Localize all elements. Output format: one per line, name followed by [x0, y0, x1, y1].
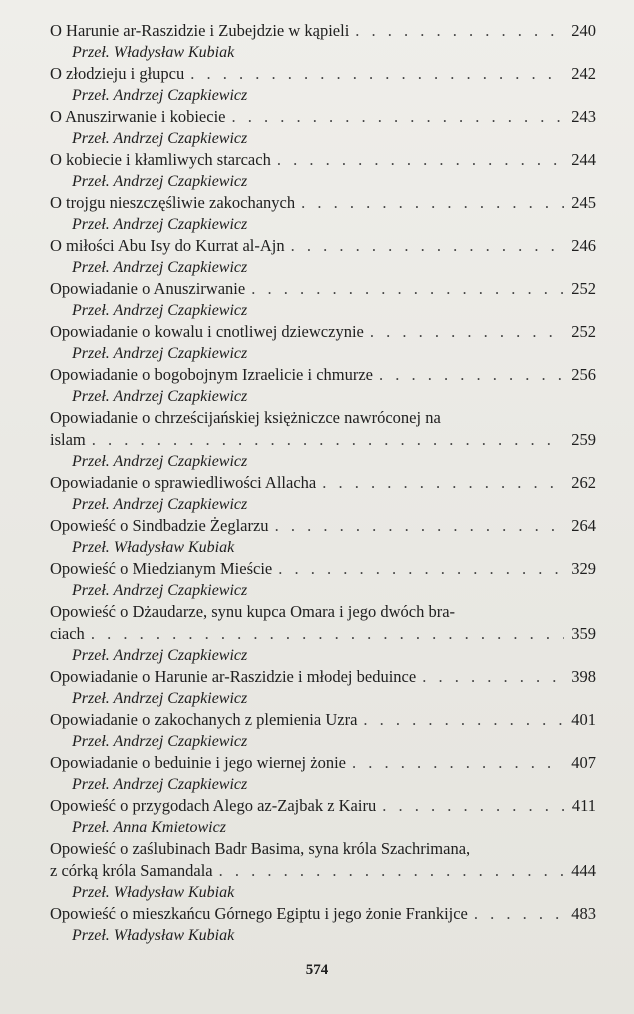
- table-of-contents: [50, 20, 596, 946]
- dot-leader: [251, 278, 564, 300]
- toc-entry: [50, 903, 596, 946]
- entry-page-number: 240: [571, 21, 596, 40]
- entry-translator: Przeł. Andrzej Czapkiewicz: [72, 582, 248, 599]
- entry-translator: Przeł. Andrzej Czapkiewicz: [72, 87, 248, 104]
- toc-entry: [50, 192, 596, 235]
- entry-page-number: 245: [571, 193, 596, 212]
- entry-title: Opowieść o Miedzianym Mieście: [50, 559, 273, 578]
- toc-entry: [50, 407, 596, 472]
- entry-translator: Przeł. Władysław Kubiak: [72, 44, 235, 61]
- dot-leader: [275, 515, 564, 537]
- toc-entry: [50, 278, 596, 321]
- entry-page-number: 329: [571, 559, 596, 578]
- entry-page-number: 252: [571, 322, 596, 341]
- entry-title-line: [50, 752, 596, 774]
- entry-page-number: 243: [571, 107, 596, 126]
- dot-leader: [278, 558, 564, 580]
- dot-leader: [474, 903, 564, 925]
- entry-title: O Anuszirwanie i kobiecie: [50, 107, 226, 126]
- entry-page-number: 252: [571, 279, 596, 298]
- entry-translator: Przeł. Andrzej Czapkiewicz: [72, 776, 248, 793]
- entry-translator: Przeł. Anna Kmietowicz: [72, 819, 226, 836]
- entry-title-line: [50, 666, 596, 688]
- entry-title-line: [50, 407, 596, 429]
- dot-leader: [363, 709, 564, 731]
- dot-leader: [92, 429, 564, 451]
- entry-title-line: [50, 20, 596, 42]
- toc-entry: [50, 838, 596, 903]
- entry-page-number: 244: [571, 150, 596, 169]
- entry-translator: Przeł. Andrzej Czapkiewicz: [72, 690, 248, 707]
- entry-title-line: [50, 106, 596, 128]
- entry-title: Opowieść o Sindbadzie Żeglarzu: [50, 516, 269, 535]
- entry-page-number: 401: [571, 710, 596, 729]
- toc-entry: [50, 364, 596, 407]
- toc-entry: [50, 666, 596, 709]
- entry-translator: Przeł. Andrzej Czapkiewicz: [72, 647, 248, 664]
- entry-title-line: [50, 838, 596, 860]
- entry-title: O Harunie ar-Raszidzie i Zubejdzie w kąpieli: [50, 21, 350, 40]
- entry-title: Opowiadanie o beduinie i jego wiernej żonie: [50, 753, 346, 772]
- toc-entry: [50, 20, 596, 63]
- entry-translator: Przeł. Andrzej Czapkiewicz: [72, 216, 248, 233]
- entry-title: Opowieść o mieszkańcu Górnego Egiptu i jego żonie Frankijce: [50, 904, 468, 923]
- entry-title: islam: [50, 430, 86, 449]
- entry-page-number: 359: [571, 624, 596, 643]
- entry-title: ciach: [50, 624, 85, 643]
- entry-title-line: [50, 321, 596, 343]
- dot-leader: [291, 235, 564, 257]
- entry-title: Opowieść o Dżaudarze, synu kupca Omara i jego dwóch bra-: [50, 602, 456, 621]
- entry-title: Opowiadanie o bogobojnym Izraelicie i chmurze: [50, 365, 374, 384]
- page-number: 574: [305, 962, 329, 978]
- toc-entry: [50, 472, 596, 515]
- dot-leader: [355, 20, 564, 42]
- toc-entry: [50, 752, 596, 795]
- dot-leader: [352, 752, 564, 774]
- entry-title: Opowieść o zaślubinach Badr Basima, syna króla Szachrimana,: [50, 839, 471, 858]
- dot-leader: [190, 63, 564, 85]
- entry-translator: Przeł. Władysław Kubiak: [72, 884, 235, 901]
- entry-title: Opowiadanie o sprawiedliwości Allacha: [50, 473, 317, 492]
- entry-translator: Przeł. Andrzej Czapkiewicz: [72, 259, 248, 276]
- entry-title-line: [50, 860, 596, 882]
- entry-translator: Przeł. Władysław Kubiak: [72, 927, 235, 944]
- entry-title: z córką króla Samandala: [50, 861, 213, 880]
- entry-page-number: 262: [571, 473, 596, 492]
- entry-page-number: 411: [571, 796, 596, 815]
- entry-translator: Przeł. Władysław Kubiak: [72, 539, 235, 556]
- toc-entry: [50, 515, 596, 558]
- entry-title-line: [50, 623, 596, 645]
- entry-title: O kobiecie i kłamliwych starcach: [50, 150, 271, 169]
- entry-title: O trojgu nieszczęśliwie zakochanych: [50, 193, 296, 212]
- entry-page-number: 246: [571, 236, 596, 255]
- toc-entry: [50, 149, 596, 192]
- toc-entry: [50, 795, 596, 838]
- toc-entry: [50, 601, 596, 666]
- entry-page-number: 256: [571, 365, 596, 384]
- entry-title: Opowiadanie o Anuszirwanie: [50, 279, 246, 298]
- entry-translator: Przeł. Andrzej Czapkiewicz: [72, 733, 248, 750]
- entry-title-line: [50, 795, 596, 817]
- entry-title: O złodzieju i głupcu: [50, 64, 185, 83]
- entry-translator: Przeł. Andrzej Czapkiewicz: [72, 388, 248, 405]
- toc-entry: [50, 321, 596, 364]
- entry-translator: Przeł. Andrzej Czapkiewicz: [72, 496, 248, 513]
- entry-title-line: [50, 192, 596, 214]
- entry-page-number: 259: [571, 430, 596, 449]
- entry-page-number: 242: [571, 64, 596, 83]
- dot-leader: [382, 795, 564, 817]
- entry-translator: Przeł. Andrzej Czapkiewicz: [72, 302, 248, 319]
- dot-leader: [219, 860, 564, 882]
- entry-title: Opowiadanie o zakochanych z plemienia Uzra: [50, 710, 358, 729]
- dot-leader: [277, 149, 564, 171]
- entry-title-line: [50, 63, 596, 85]
- dot-leader: [322, 472, 564, 494]
- entry-title-line: [50, 235, 596, 257]
- dot-leader: [232, 106, 565, 128]
- entry-title-line: [50, 472, 596, 494]
- entry-translator: Przeł. Andrzej Czapkiewicz: [72, 453, 248, 470]
- entry-title: O miłości Abu Isy do Kurrat al-Ajn: [50, 236, 285, 255]
- entry-page-number: 264: [571, 516, 596, 535]
- entry-title-line: [50, 364, 596, 386]
- entry-title: Opowiadanie o Harunie ar-Raszidzie i młodej beduince: [50, 667, 417, 686]
- entry-translator: Przeł. Andrzej Czapkiewicz: [72, 345, 248, 362]
- toc-entry: [50, 709, 596, 752]
- entry-page-number: 483: [571, 904, 596, 923]
- entry-title: Opowiadanie o kowalu i cnotliwej dziewczynie: [50, 322, 364, 341]
- entry-page-number: 407: [571, 753, 596, 772]
- entry-title-line: [50, 903, 596, 925]
- entry-title: Opowiadanie o chrześcijańskiej księżniczce nawróconej na: [50, 408, 441, 427]
- toc-entry: [50, 235, 596, 278]
- entry-title-line: [50, 149, 596, 171]
- toc-entry: [50, 558, 596, 601]
- dot-leader: [301, 192, 564, 214]
- dot-leader: [370, 321, 564, 343]
- entry-page-number: 444: [571, 861, 596, 880]
- entry-translator: Przeł. Andrzej Czapkiewicz: [72, 173, 248, 190]
- entry-title: Opowieść o przygodach Alego az-Zajbak z Kairu: [50, 796, 377, 815]
- entry-page-number: 398: [571, 667, 596, 686]
- entry-title-line: [50, 429, 596, 451]
- dot-leader: [422, 666, 564, 688]
- toc-entry: [50, 63, 596, 106]
- entry-title-line: [50, 515, 596, 537]
- toc-entry: [50, 106, 596, 149]
- entry-translator: Przeł. Andrzej Czapkiewicz: [72, 130, 248, 147]
- dot-leader: [91, 623, 564, 645]
- entry-title-line: [50, 709, 596, 731]
- entry-title-line: [50, 601, 596, 623]
- dot-leader: [379, 364, 564, 386]
- entry-title-line: [50, 278, 596, 300]
- entry-title-line: [50, 558, 596, 580]
